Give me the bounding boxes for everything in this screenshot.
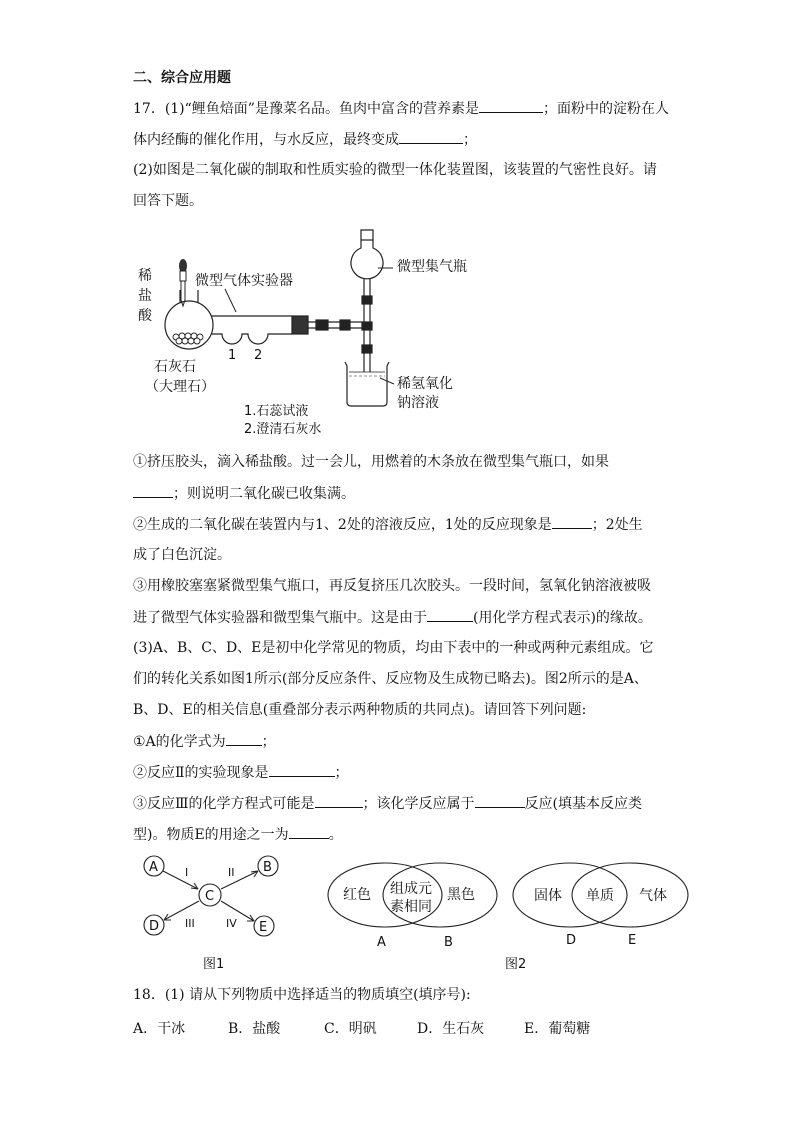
- q18-option-d: D．生石灰: [417, 1021, 485, 1037]
- figure-2: [328, 863, 688, 927]
- q17-text: ②生成的二氧化碳在装置内与1、2处的溶液反应，1处的反应现象是: [133, 517, 552, 533]
- answer-blank[interactable]: [475, 793, 525, 808]
- q17-sub2-line-1: [133, 514, 643, 535]
- section-title: 二、综合应用题: [133, 70, 231, 86]
- q17-text: 体内经酶的催化作用，与水反应，最终变成: [133, 132, 399, 148]
- q18-option-e: E．葡萄糖: [524, 1021, 591, 1037]
- acid-label-1: 稀: [138, 268, 152, 284]
- q18-option-c: C．明矾: [324, 1021, 377, 1037]
- answer-blank[interactable]: [289, 824, 329, 839]
- q17-line-4: 回答下题。: [133, 193, 203, 209]
- answer-blank[interactable]: [552, 514, 592, 529]
- q17-text: 。: [328, 827, 343, 843]
- venn-e-label: E: [628, 933, 637, 948]
- venn-d-label: D: [566, 933, 577, 948]
- node-d-label: D: [149, 919, 160, 934]
- q17-sub3-line-2: [133, 607, 652, 628]
- q17-text: ②反应Ⅱ的实验现象是: [133, 765, 269, 781]
- figure-2-caption: 图2: [505, 957, 527, 972]
- q17-part3-ans-1: [133, 731, 276, 752]
- venn-d-text: 固体: [534, 888, 562, 904]
- q17-text: ；2处生: [591, 517, 643, 533]
- reaction-iv-label: IV: [226, 917, 237, 930]
- answer-blank[interactable]: [427, 607, 473, 622]
- naoh-label-1: 稀氢氧化: [397, 376, 453, 392]
- q17-part3-ans-4: [133, 824, 343, 845]
- venn-a-label: A: [377, 935, 386, 950]
- q17-part3-ans-3: [133, 793, 642, 814]
- marble-label: （大理石）: [145, 379, 215, 395]
- q17-text: 型)。物质E的用途之一为: [133, 827, 289, 843]
- q17-text: ①A的化学式为: [133, 734, 226, 750]
- venn-b-label: B: [444, 935, 453, 950]
- reaction-i-label: I: [185, 866, 189, 879]
- q17-text: ；: [334, 765, 349, 781]
- naoh-label-2: 钠溶液: [397, 395, 439, 411]
- venn-ab-text-1: 组成元: [390, 881, 432, 897]
- node-a-label: A: [149, 860, 158, 875]
- node-b-label: B: [263, 860, 272, 875]
- legend-2: 2.澄清石灰水: [244, 422, 322, 437]
- reaction-iii-label: III: [185, 917, 195, 930]
- micro-bottle: [351, 230, 383, 372]
- answer-blank[interactable]: [133, 483, 173, 498]
- q18-stem: 18．(1) 请从下列物质中选择适当的物质填空(填序号):: [133, 987, 471, 1003]
- reaction-ii-label: II: [228, 866, 235, 879]
- answer-blank[interactable]: [269, 762, 335, 777]
- limestone-label: 石灰石: [154, 359, 196, 375]
- q17-line-3: (2)如图是二氧化碳的制取和性质实验的微型一体化装置图，该装置的气密性良好。请: [133, 162, 657, 178]
- bottle-label: 微型集气瓶: [397, 259, 467, 275]
- q17-sub1-line-2: [133, 483, 355, 504]
- q17-text: ；则说明二氧化碳已收集满。: [173, 486, 355, 502]
- position-1-label: 1: [228, 348, 237, 363]
- q17-part3-line-2: 们的转化关系如图1所示(部分反应条件、反应物及生成物已略去)。图2所示的是A、: [133, 671, 648, 687]
- q17-part3-line-1: (3)A、B、C、D、E是初中化学常见的物质，均由下表中的一种或两种元素组成。它: [133, 640, 654, 656]
- naoh-beaker: [345, 362, 389, 406]
- q17-text: 17．(1)“鲤鱼焙面”是豫菜名品。鱼肉中富含的营养素是: [133, 101, 479, 117]
- q17-text: 反应(填基本反应类: [524, 796, 642, 812]
- q17-part3-ans-2: [133, 762, 349, 783]
- venn-a-text: 红色: [343, 887, 371, 903]
- answer-blank[interactable]: [315, 793, 363, 808]
- q17-text: ；: [261, 734, 276, 750]
- acid-label-2: 盐: [138, 288, 152, 304]
- venn-e-text: 气体: [639, 888, 667, 904]
- node-e-label: E: [259, 920, 268, 935]
- position-2-label: 2: [254, 348, 263, 363]
- q17-part3-line-3: B、D、E的相关信息(重叠部分表示两种物质的共同点)。请回答下列问题:: [133, 702, 587, 718]
- device-label: 微型气体实验器: [195, 273, 293, 289]
- q17-sub2-line-2: 成了白色沉淀。: [133, 547, 231, 563]
- venn-de-text: 单质: [586, 888, 614, 904]
- marble-pebbles: [173, 333, 203, 344]
- q17-text: ；面粉中的淀粉在人: [542, 101, 669, 117]
- q17-sub1-line-1: ①挤压胶头，滴入稀盐酸。过一会儿，用燃着的木条放在微型集气瓶口，如果: [133, 454, 609, 470]
- legend-1: 1.石蕊试液: [244, 404, 309, 419]
- venn-ab-text-2: 素相同: [390, 899, 432, 915]
- q17-text: ；: [463, 132, 477, 148]
- node-c-label: C: [205, 889, 215, 904]
- micro-tube: [211, 316, 308, 344]
- q18-option-b: B．盐酸: [228, 1021, 281, 1037]
- acid-label-3: 酸: [138, 308, 152, 324]
- q18-option-a: A．干冰: [133, 1021, 186, 1037]
- q17-sub3-line-1: ③用橡胶塞塞紧微型集气瓶口，再反复挤压几次胶头。一段时间，氢氧化钠溶液被吸: [133, 578, 651, 594]
- q17-text: 进了微型气体实验器和微型集气瓶中。这是由于: [133, 610, 427, 626]
- connector-tube: [308, 320, 362, 330]
- answer-blank[interactable]: [226, 731, 262, 746]
- q17-text: ③反应Ⅲ的化学方程式可能是: [133, 796, 315, 812]
- venn-b-text: 黑色: [447, 887, 475, 903]
- q17-text: (用化学方程式表示)的缘故。: [473, 610, 652, 626]
- q17-text: ；该化学反应属于: [362, 796, 475, 812]
- figure-1-caption: 图1: [203, 957, 225, 972]
